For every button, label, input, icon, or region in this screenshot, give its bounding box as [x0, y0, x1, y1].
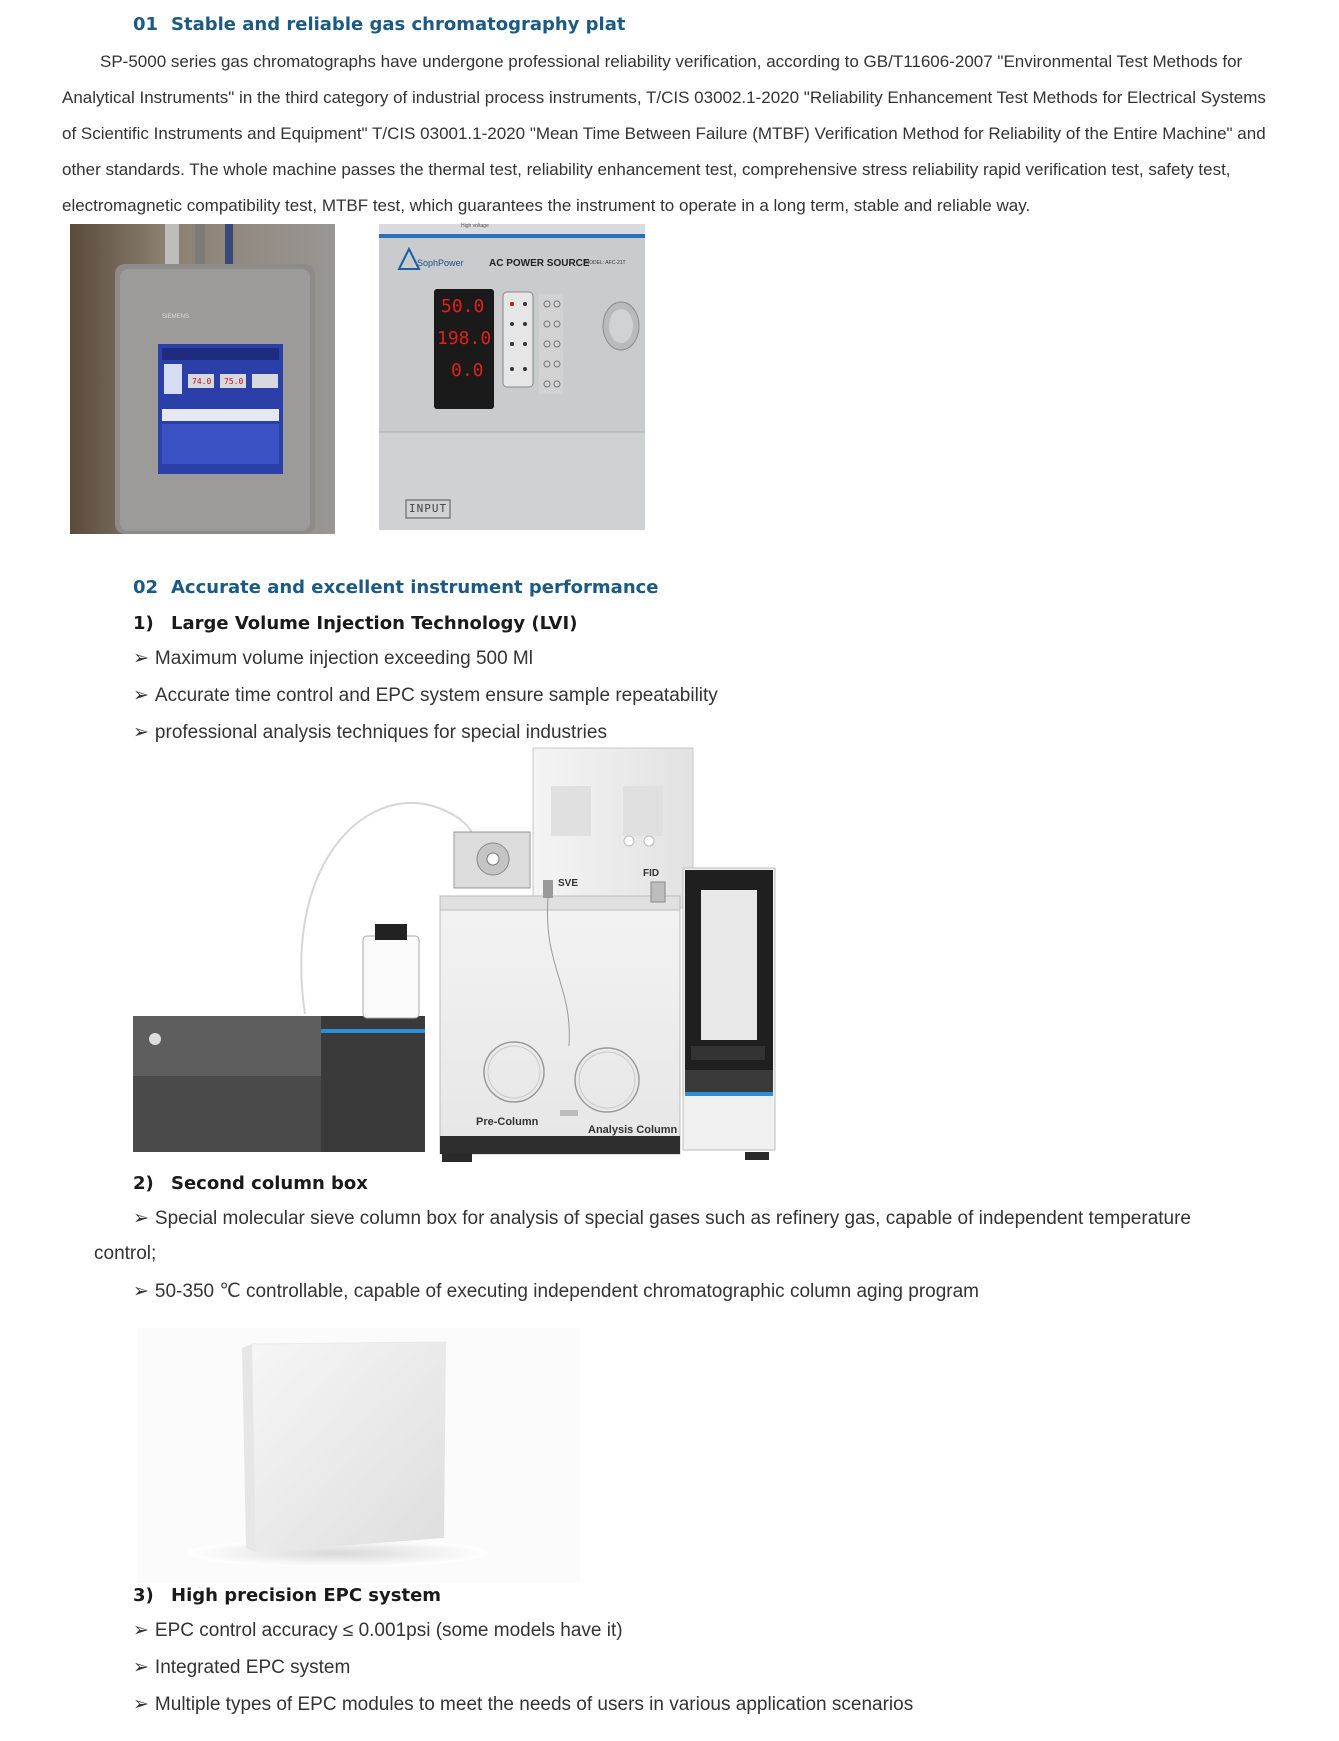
subsection-number: 2) — [133, 1173, 154, 1194]
label-pre-column: Pre-Column — [476, 1116, 539, 1128]
subsection-title: Second column box — [171, 1173, 368, 1194]
bullet-item: ➢ Integrated EPC system — [133, 1657, 351, 1678]
section-02-heading — [133, 577, 659, 598]
bullet-arrow-icon: ➢ — [133, 685, 149, 706]
display-voltage: 198.0 — [437, 328, 492, 349]
hmi-reading-b: 75.0 — [224, 377, 244, 386]
section-01-heading — [133, 14, 625, 35]
bullet-item: ➢ 50-350 ℃ controllable, capable of executing independent chromatographic column aging program — [133, 1281, 980, 1302]
bullet-arrow-icon: ➢ — [133, 1620, 149, 1641]
bullet-arrow-icon: ➢ — [133, 722, 149, 743]
label-analysis-column: Analysis Column — [588, 1124, 678, 1136]
hmi-reading-a: 74.0 — [192, 377, 212, 386]
bullet-arrow-icon: ➢ — [133, 1281, 149, 1302]
paragraph-line: Analytical Instruments" in the third category of industrial process instruments, T/CIS 03002.1-2020 "Reliability Enhancement Test Methods for Electrical Systems — [62, 88, 1266, 107]
hv-label: High voltage — [461, 223, 489, 229]
subsection-title: High precision EPC system — [171, 1585, 442, 1606]
gc-instrument-diagram — [133, 746, 788, 1164]
subsection-1-heading — [133, 613, 577, 634]
bullet-item: ➢ Special molecular sieve column box for analysis of special gases such as refinery gas, capable of independent temperature — [133, 1208, 1191, 1229]
section-title: Stable and reliable gas chromatography plat — [171, 14, 626, 35]
bullet-arrow-icon: ➢ — [133, 1657, 149, 1678]
section-number: 01 — [133, 14, 159, 35]
section-01-paragraph — [62, 44, 1322, 224]
subsection-3-heading — [133, 1585, 441, 1606]
column-box-image — [138, 1328, 580, 1583]
subsection-number: 1) — [133, 613, 154, 634]
paragraph-line: electromagnetic compatibility test, MTBF test, which guarantees the instrument to operate in a long term, stable and reliable way. — [62, 196, 1031, 215]
hmi-brand: SIEMENS — [162, 314, 190, 320]
bullet-item: ➢ Accurate time control and EPC system ensure sample repeatability — [133, 685, 718, 706]
hmi-panel-photo — [70, 224, 335, 534]
bullet-arrow-icon: ➢ — [133, 1694, 149, 1715]
section-number: 02 — [133, 577, 159, 598]
bullet-item: ➢ EPC control accuracy ≤ 0.001psi (some models have it) — [133, 1620, 623, 1641]
subsection-2-heading — [133, 1173, 368, 1194]
subsection-number: 3) — [133, 1585, 154, 1606]
label-fid: FID — [643, 868, 660, 879]
power-brand: SophPower — [417, 258, 464, 268]
input-label: INPUT — [409, 502, 448, 515]
subsection-title: Large Volume Injection Technology (LVI) — [171, 613, 578, 634]
label-sve: SVE — [558, 878, 579, 889]
display-frequency: 50.0 — [441, 296, 485, 317]
ac-power-source-photo — [379, 224, 645, 530]
bullet-arrow-icon: ➢ — [133, 648, 149, 669]
bullet-item: ➢ professional analysis techniques for special industries — [133, 722, 607, 743]
paragraph-line: of Scientific Instruments and Equipment" T/CIS 03001.1-2020 "Mean Time Between Failure (MTBF) Verification Method for Reliability of the Entire Machine" and — [62, 124, 1266, 143]
bullet-arrow-icon: ➢ — [133, 1208, 149, 1229]
bullet-item: ➢ Maximum volume injection exceeding 500 Ml — [133, 648, 533, 669]
display-current: 0.0 — [451, 360, 484, 381]
bullet-item: ➢ Multiple types of EPC modules to meet the needs of users in various application scenarios — [133, 1694, 914, 1715]
power-title: AC POWER SOURCE — [489, 258, 590, 269]
section-title: Accurate and excellent instrument performance — [171, 577, 659, 598]
power-model: MODEL: AFC-21T — [585, 260, 626, 266]
paragraph-line: SP-5000 series gas chromatographs have undergone professional reliability verification, according to GB/T11606-2007 "Environmental Test Methods for — [100, 52, 1243, 71]
paragraph-line: other standards. The whole machine passes the thermal test, reliability enhancement test, comprehensive stress reliability rapid verification test, safety test, — [62, 160, 1231, 179]
bullet-continuation: control; — [94, 1243, 157, 1264]
